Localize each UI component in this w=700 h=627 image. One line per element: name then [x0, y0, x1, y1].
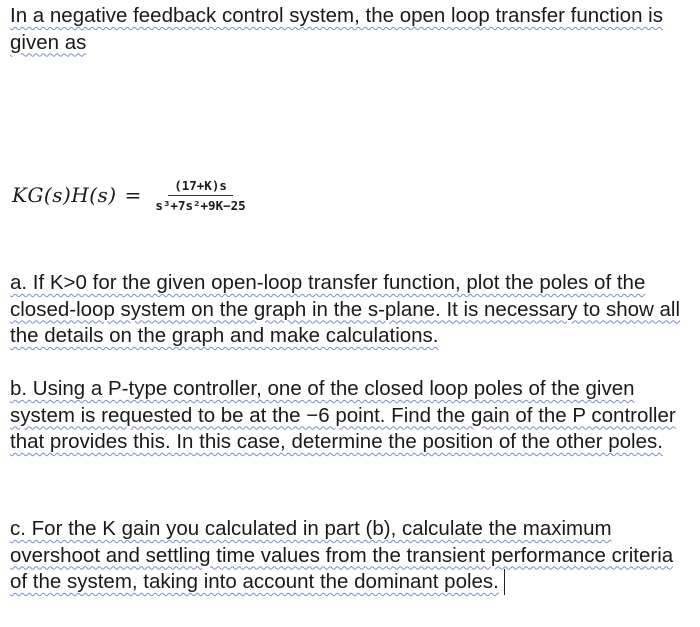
question-c: c. For the K gain you calculated in part (b), calculate the maximum overshoot and settling time values from the transient performance criteria of the system, taking into account the dominant poles. — [10, 517, 674, 593]
intro-text: In a negative feedback control system, the open loop transfer function is given as — [10, 4, 663, 54]
question-c-block[interactable] — [10, 516, 690, 596]
text-cursor — [504, 569, 505, 595]
formula-numerator: (17+K)s — [168, 178, 233, 196]
formula-lhs: KG(s)H(s) — [12, 183, 117, 207]
formula-denominator: s³+7s²+9K−25 — [155, 197, 246, 213]
formula-equals: = — [124, 183, 142, 207]
question-b: b. Using a P-type controller, one of the closed loop poles of the given system is requested to be at the −6 point. Find the gain of the P controller that provides this. In this case, determine the position of the other poles. — [10, 377, 676, 453]
transfer-function-formula — [12, 170, 250, 220]
formula-fraction — [151, 178, 249, 213]
question-a: a. If K>0 for the given open-loop transfer function, plot the poles of the closed-loop system on the graph in the s-plane. It is necessary to show all the details on the graph and make calculations. — [10, 271, 681, 347]
